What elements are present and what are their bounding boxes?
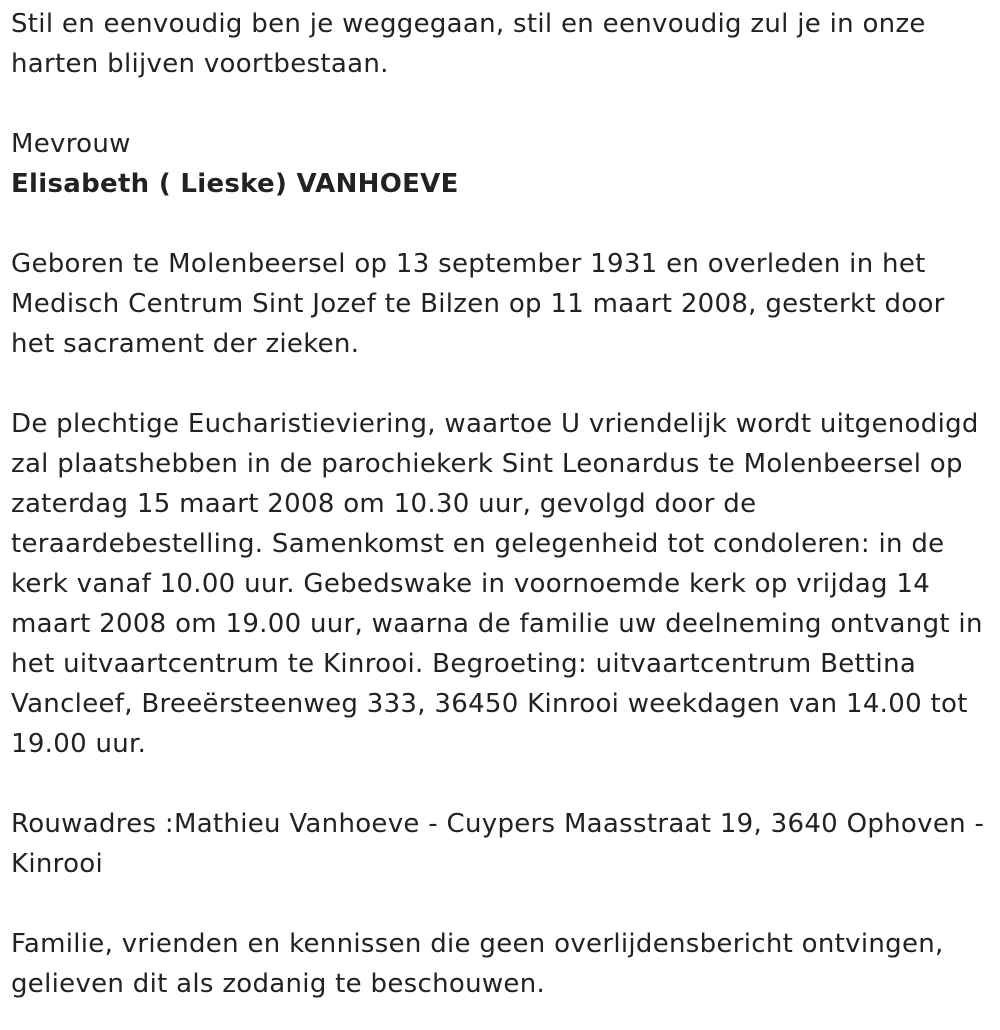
opening-verse: Stil en eenvoudig ben je weggegaan, stil en eenvoudig zul je in onze harten blijven voortbestaan. <box>11 9 926 79</box>
spacer <box>11 764 991 804</box>
mourning-address: Rouwadres :Mathieu Vanhoeve - Cuypers Maasstraat 19, 3640 Ophoven - Kinrooi <box>11 809 985 879</box>
honorific: Mevrouw <box>11 129 131 159</box>
spacer <box>11 364 991 404</box>
spacer <box>11 884 991 924</box>
obituary-notice <box>11 4 991 1004</box>
deceased-name: Elisabeth ( Lieske) VANHOEVE <box>11 169 459 199</box>
spacer <box>11 84 991 124</box>
spacer <box>11 204 991 244</box>
birth-death-paragraph: Geboren te Molenbeersel op 13 september 1931 en overleden in het Medisch Centrum Sint Jozef te Bilzen op 11 maart 2008, gesterkt door het sacrament der zieken. <box>11 249 945 359</box>
closing-note: Familie, vrienden en kennissen die geen overlijdensbericht ontvingen, gelieven dit als zodanig te beschouwen. <box>11 929 944 999</box>
ceremony-details-paragraph: De plechtige Eucharistieviering, waartoe U vriendelijk wordt uitgenodigd zal plaatshebben in de parochiekerk Sint Leonardus te Molenbeersel op zaterdag 15 maart 2008 om 10.30 uur, gevolgd door de teraardebestelling. Samenkomst en gelegenheid tot condoleren: in de kerk vanaf 10.00 uur. Gebedswake in voornoemde kerk op vrijdag 14 maart 2008 om 19.00 uur, waarna de familie uw deelneming ontvangt in het uitvaartcentrum te Kinrooi. Begroeting: uitvaartcentrum Bettina Vancleef, Breeërsteenweg 333, 36450 Kinrooi weekdagen van 14.00 tot 19.00 uur. <box>11 409 983 759</box>
